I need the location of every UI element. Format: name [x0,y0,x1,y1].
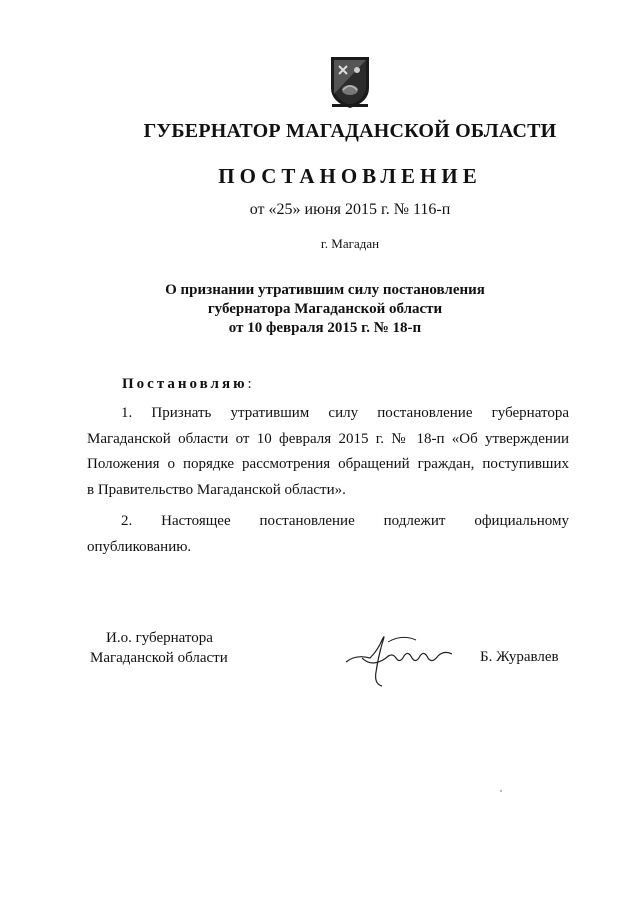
signatory-name: Б. Журавлев [480,649,559,665]
document-subject [0,281,640,338]
decree-word: Постановляю [122,376,248,392]
scan-artifact [500,790,502,792]
paragraph-line: 1. Признать утратившим силу постановление губернатора [121,405,569,421]
paragraph-line: опубликованию. [87,538,192,555]
paragraph-line: Положения о порядке рассмотрения обращений граждан, поступивших [87,456,569,472]
decree-heading [122,376,252,393]
handwritten-signature-icon [342,628,460,690]
magadan-region-coat-of-arms-icon [327,54,373,110]
document-place: г. Магадан [320,236,380,251]
paragraph-line: Магаданской области от 10 февраля 2015 г. № 18-п «Об утверждении [87,430,569,447]
signatory-role [90,628,230,668]
paragraph-1 [87,401,569,503]
subject-line: от 10 февраля 2015 г. № 18-п [228,320,422,336]
paragraph-line: 2. Настоящее постановление подлежит официальному [121,513,569,529]
subject-line: О признании утратившим силу постановления [165,282,485,298]
authority-title: ГУБЕРНАТОР МАГАДАНСКОЙ ОБЛАСТИ [143,120,557,142]
signatory-role-line: И.о. губернатора [106,630,213,646]
paragraph-2 [87,509,569,560]
subject-line: губернатора Магаданской области [207,301,443,317]
document-date-number: от «25» июня 2015 г. № 116-п [249,201,451,218]
document-type: ПОСТАНОВЛЕНИЕ [218,164,482,188]
decree-colon: : [247,376,252,392]
signatory-role-line: Магаданской области [90,650,228,666]
paragraph-line: в Правительство Магаданской области». [87,481,346,498]
